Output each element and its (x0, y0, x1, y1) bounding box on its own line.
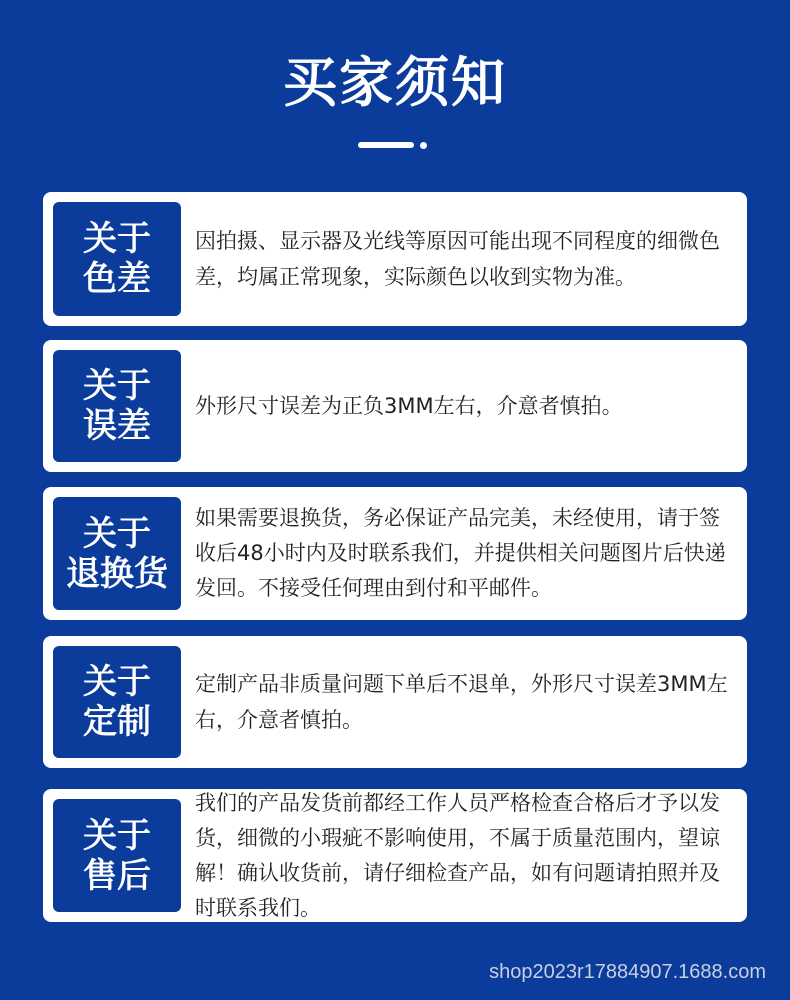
page-title: 买家须知 (283, 51, 507, 114)
notice-card-color-difference (43, 192, 747, 326)
notice-label: 关于 定制 (53, 646, 181, 758)
notice-text: 如果需要退换货，务必保证产品完美，未经使用，请于签收后48小时内及时联系我们，并提供相关问题图片后快递发回。不接受任何理由到付和平邮件。 (195, 506, 726, 600)
notice-label: 关于 色差 (53, 202, 181, 316)
notice-text: 外形尺寸误差为正负3MM左右，介意者慎拍。 (195, 394, 623, 418)
notice-card-size-error (43, 340, 747, 472)
notice-label: 关于 售后 (53, 799, 181, 912)
notice-card-customization (43, 636, 747, 768)
notice-label: 关于 误差 (53, 350, 181, 462)
notice-text: 我们的产品发货前都经工作人员严格检查合格后才予以发货，细微的小瑕疵不影响使用，不属于质量范围内，望谅解！确认收货前，请仔细检查产品，如有问题请拍照并及时联系我们。 (195, 790, 720, 920)
divider-bar (358, 142, 414, 148)
notice-text: 因拍摄、显示器及光线等原因可能出现不同程度的细微色差，均属正常现象，实际颜色以收到实物为准。 (195, 229, 720, 289)
notice-card-returns (43, 487, 747, 620)
notice-label: 关于 退换货 (53, 497, 181, 610)
divider-dot (420, 142, 427, 149)
watermark: shop2023r17884907.1688.com (489, 961, 766, 983)
notice-text: 定制产品非质量问题下单后不退单，外形尺寸误差3MM左右，介意者慎拍。 (195, 672, 728, 732)
notice-card-after-sales (43, 789, 747, 922)
